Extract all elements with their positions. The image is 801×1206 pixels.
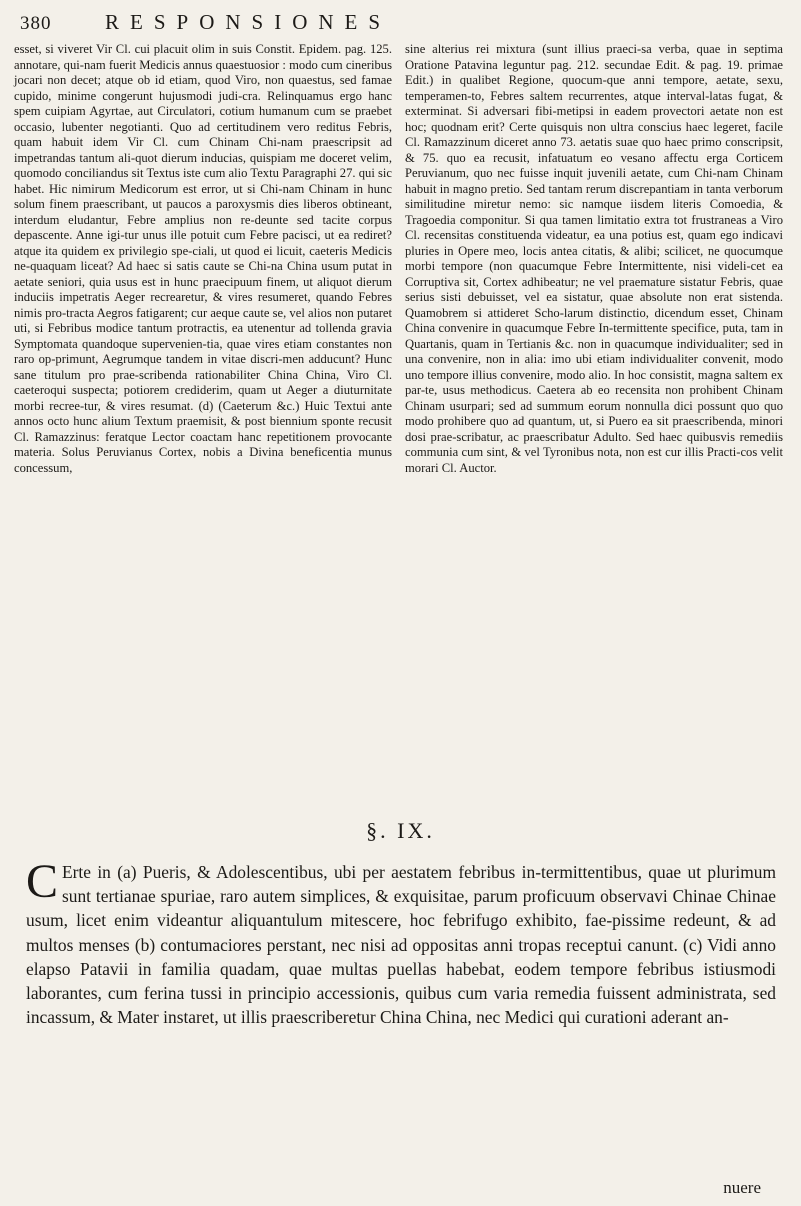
drop-capital: C <box>26 855 59 908</box>
right-column-text: sine alterius rei mixtura (sunt illius praeci-sa verba, quae in septima Oratione Patavina leguntur pag. 212. secundae Edit. & pag. 19. primae Edit.) in qualibet Regione, quocum-que anni tempore, aetate, sexu, temperamen-to, Febres saltem recurrentes, atque interval-latas fugat, & exterminat. Si adversari fibi-metipsi in eadem provectori aetate non est hoc; quodnam erit? Certe quisquis non ultra conscius haec legeret, facile Cl. Ramazzinum diceret anno 73. aetatis suae quo haec primo conscripsit, & 75. quo ea recusit, infatuatum eo vesano affectu erga Corticem Peruvianum, quo nec fuisse inquit juvenili aetate, cum Chi-nam Chinam habuit in magno pretio. Sed tantam rerum discrepantiam in tanta verborum similitudine miretur nemo: sic namque iisdem literis Comoedia, & Tragoedia componitur. Si qua tamen limitatio extra tot frustraneas a Viro Cl. recensitas constituenda videatur, ea una potius est, quam ego indicavi pluries in Opere meo, locis antea citatis, & alibi; scilicet, ne quocumque morbi tempore (non quacumque Febre Intermittente, nisi videli-cet ea Corruptiva sit, Cortex adhibeatur; ne vel praemature sistatur Febris, quae serius sisti debuisset, vel ea sistatur, quae absolute non erat sistenda. Quamobrem si attideret Scho-larum distinctio, dicendum esset, Chinam China convenire in quacumque Febre In-termittente specifice, puta, tam in Quartanis, quam in Tertianis &c. non in quacumque individualiter; sed in una convenire, non in alia: imo ubi etiam individualiter convenit, modo uno tempore illius convenire, modo alio. In hoc consistit, magna saltem ex par-te, usus methodicus. Caetera ab eo recensita non prohibent Chinam Chinam usurpari; sed ad summum eorum nonnulla dici possunt quo quo modo prohibere quo ad quantum, ut, si Puero ea sit praescribenda, minori dosi prae-scribatur, ac praescribatur Adulto. Sed haec quibusvis remediis communia cum sint, & vel Tyronibus nota, non est cur illis Practi-cos velit morari Cl. Auctor. <box>405 42 783 475</box>
running-head: RESPONSIONES <box>105 10 392 34</box>
left-column-text: esset, si viveret Vir Cl. cui placuit olim in suis Constit. Epidem. pag. 125. annotare, qui-nam fuerit Medicis annus quaestuosior : modo cum cineribus jocari non decet; atque ob id etiam, quod Viro, non quaestus, sed famae cupido, minime congerunt hujusmodi judi-cra. Relinquamus ergo hanc spem cuipiam Agyrtae, aut Circulatori, cotium humanum cum se praebet occasio, lubenter negotianti. Quo ad certitudinem vero reditus Febris, quam habuit idem Vir Cl. cum Chinam Chi-nam praescripsit ad impetrandas tantum ali-quot dierum inducias, quispiam me doceret velim, quomodo conciliandus sit Textus iste cum alio Textu Paragraphi 27. qui sic habet. Hic nimirum Medicorum est error, ut si Chi-nam Chinam in hunc solum finem praescribant, ut paucos a paroxysmis dies liberos obtineant, interdum eludantur, Febre amplius non re-deunte sed tacite corpus depascente. Anne igi-tur unus ille potuit cum Febre pacisci, ut ea rediret? atque ita quidem ex privilegio spe-ciali, ut quod ei licuit, caeteris Medicis ne-quaquam liceat? Ad haec si satis caute se Chi-na China usum putat in aetate seniori, quia usus est in hunc praecipuum finem, ut aliquot dierum induciis impetratis Aeger recrearetur, & vires resumeret, quando Febres nimis pro-tracta Aegros fatigarent; cur aeque caute se, vel alios non putaret uti, si Febribus modice tantum protractis, ea utenentur ad tollenda gravia Symptomata quandoque supervenien-tia, quae vires etiam constantes non raro op-primunt, Aegrumque tandem in vitae discri-men adducunt? Hunc sane titulum pro prae-scribenda rationabiliter China China, Viro Cl. caeteroqui suspecta; potiorem crediderim, quam ut Aeger a diuturnitate morbi recree-tur, & vires resumat. (d) (Caeterum &c.) Huic Textui ante annos octo hunc alium Textum praemisit, & post biennium sponte recusit Cl. Ramazzinus: feratque Lector coactam hanc repetitionem provocante materia. Solus Peruvianus Cortex, nobis a Divina beneficentia munus concessum, <box>14 42 392 475</box>
main-paragraph <box>26 855 776 1029</box>
left-column <box>14 42 392 476</box>
section-heading: §. IX. <box>366 818 435 843</box>
right-column <box>405 42 783 476</box>
page-number: 380 <box>20 13 52 34</box>
main-paragraph-text: Erte in (a) Pueris, & Adolescentibus, ubi per aestatem febribus in-termittentibus, quae ut plurimum sunt tertianae spuriae, raro autem simplices, & exquisitae, parum proficuum observavi Chinae Chinae usum, licet enim videantur aliquantulum mitescere, hoc febrifugo exhibito, fae-pissime redeunt, & ad multos menses (b) contumaciores perstant, nec nisi ad oppositas anni tropas receptui canunt. (c) Vidi anno elapso Patavii in familia quadam, quae multas puellas habebat, eodem tempore febribus istiusmodi laborantes, cum ferina tussi in principio accessionis, quibus cum varia remedia fuissent administrata, sed incassum, & Mater instaret, ut illis praescriberetur China China, nec Medici qui curationi aderant an- <box>26 862 776 1028</box>
page-header <box>20 10 790 40</box>
catchword: nuere <box>723 1178 761 1197</box>
